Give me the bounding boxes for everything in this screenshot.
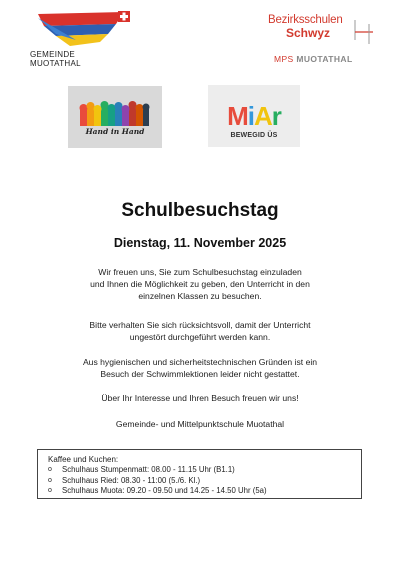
school-mark-icon bbox=[349, 18, 375, 46]
miar-caption: BEWEGID ÜS bbox=[230, 132, 278, 139]
paragraph-line: einzelnen Klassen zu besuchen. bbox=[138, 291, 262, 301]
closing-paragraph: Über Ihr Interesse und Ihren Besuch freuen wir uns! bbox=[101, 393, 299, 403]
coffee-cake-box bbox=[37, 449, 362, 499]
signature-line: Gemeinde- und Mittelpunktschule Muotathal bbox=[115, 419, 285, 429]
bezirk-line-2: Schwyz bbox=[286, 26, 331, 40]
hand-in-hand-caption: Hand in Hand bbox=[85, 127, 145, 136]
page-title: Schulbesuchstag bbox=[121, 200, 279, 221]
gemeinde-flag-graphic bbox=[36, 10, 132, 50]
paragraph-line: Aus hygienischen und sicherheitstechnischen Gründen ist ein bbox=[82, 357, 318, 367]
behaviour-paragraph bbox=[0, 319, 400, 343]
gemeinde-name: GEMEINDE MUOTATHAL bbox=[30, 50, 81, 68]
event-date: Dienstag, 11. November 2025 bbox=[113, 236, 287, 250]
coffee-list bbox=[48, 465, 361, 497]
hand-in-hand-image bbox=[68, 86, 162, 148]
bezirksschulen-logo bbox=[254, 14, 384, 68]
miar-letter: M bbox=[227, 101, 248, 131]
swimming-notice-paragraph bbox=[0, 356, 400, 380]
list-item bbox=[48, 486, 361, 497]
paragraph-line: ungestört durchgeführt werden kann. bbox=[129, 332, 271, 342]
swiss-cross-icon bbox=[118, 11, 130, 22]
miar-logo-graphic bbox=[208, 85, 300, 131]
raised-hands-illustration bbox=[68, 86, 162, 148]
paragraph-line: Wir freuen uns, Sie zum Schulbesuchstag einzuladen bbox=[98, 267, 302, 277]
invitation-paragraph bbox=[0, 266, 400, 302]
bullet-icon: o bbox=[48, 487, 52, 494]
paragraph-line: Besuch der Schwimmlektionen leider nicht gestattet. bbox=[100, 369, 300, 379]
bezirk-line-1: Bezirksschulen bbox=[268, 14, 343, 26]
svg-text:MiAr bbox=[227, 101, 282, 131]
paragraph-line: und Ihnen die Möglichkeit zu geben, den Unterricht in den bbox=[90, 279, 310, 289]
bullet-icon: o bbox=[48, 476, 52, 484]
gemeinde-muotathal-logo bbox=[26, 10, 136, 66]
bullet-icon: o bbox=[48, 466, 52, 473]
mps-muotathal-label: MPS MUOTATHAL bbox=[274, 54, 353, 64]
list-item-text: Schulhaus Stumpenmatt: 08.00 - 11.15 Uhr (B1.1) bbox=[62, 465, 235, 474]
list-item bbox=[48, 476, 361, 487]
miar-image bbox=[208, 85, 300, 147]
list-item bbox=[48, 465, 361, 476]
miar-letter: r bbox=[271, 101, 281, 131]
paragraph-line: Bitte verhalten Sie sich rücksichtsvoll, damit der Unterricht bbox=[89, 320, 311, 330]
miar-letter: i bbox=[247, 101, 254, 131]
miar-letter: A bbox=[254, 101, 272, 131]
coffee-heading: Kaffee und Kuchen: bbox=[48, 455, 119, 464]
list-item-text: Schulhaus Muota: 09.20 - 09.50 und 14.25 - 14.50 Uhr (5a) bbox=[62, 486, 267, 495]
list-item-text: Schulhaus Ried: 08.30 - 11:00 (5./6. Kl.) bbox=[62, 475, 201, 485]
